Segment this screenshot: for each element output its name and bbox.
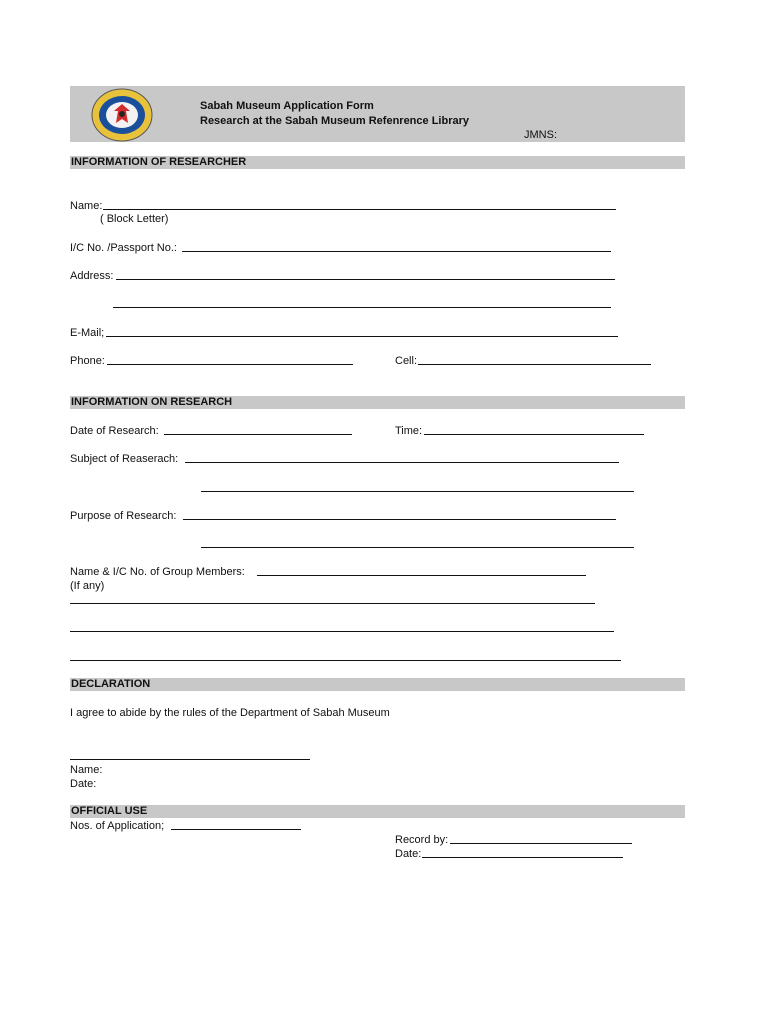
record-by-field[interactable]: [450, 843, 632, 844]
form-subtitle: Research at the Sabah Museum Refenrence Library: [200, 115, 469, 127]
subject-field-line-1[interactable]: [185, 462, 619, 463]
block-letter-note: ( Block Letter): [100, 213, 169, 225]
date-of-research-field[interactable]: [164, 434, 352, 435]
subject-field-line-2[interactable]: [201, 491, 634, 492]
email-field[interactable]: [106, 336, 618, 337]
cell-field[interactable]: [418, 364, 651, 365]
official-date-field[interactable]: [422, 857, 623, 858]
phone-label: Phone:: [70, 355, 105, 367]
address-label: Address:: [70, 270, 114, 282]
time-label: Time:: [395, 425, 423, 437]
name-field[interactable]: [103, 209, 616, 210]
group-members-field-line-4[interactable]: [70, 660, 621, 661]
address-field-line-1[interactable]: [116, 279, 615, 280]
applications-field[interactable]: [171, 829, 301, 830]
address-field-line-2[interactable]: [113, 307, 611, 308]
form-title: Sabah Museum Application Form: [200, 100, 374, 112]
purpose-label: Purpose of Research:: [70, 510, 177, 522]
group-members-label: Name & I/C No. of Group Members:: [70, 566, 245, 578]
date-of-research-label: Date of Research:: [70, 425, 159, 437]
group-members-field-line-1[interactable]: [257, 575, 586, 576]
header-band: [70, 86, 685, 142]
group-members-note: (If any): [70, 580, 105, 592]
declaration-date-label: Date:: [70, 778, 97, 790]
group-members-field-line-2[interactable]: [70, 603, 595, 604]
subject-label: Subject of Reaserach:: [70, 453, 179, 465]
section-research-title: INFORMATION ON RESEARCH: [70, 396, 685, 409]
section-declaration-title: DECLARATION: [70, 678, 685, 691]
declaration-statement: I agree to abide by the rules of the Department of Sabah Museum: [70, 707, 390, 719]
declaration-name-label: Name:: [70, 764, 103, 776]
record-by-label: Record by:: [395, 834, 449, 846]
purpose-field-line-2[interactable]: [201, 547, 634, 548]
ic-passport-field[interactable]: [182, 251, 611, 252]
phone-field[interactable]: [107, 364, 353, 365]
signature-field[interactable]: [70, 759, 310, 760]
section-official-title: OFFICIAL USE: [70, 805, 685, 818]
sabah-museum-logo: [90, 87, 154, 143]
email-label: E-Mail;: [70, 327, 105, 339]
purpose-field-line-1[interactable]: [183, 519, 616, 520]
time-field[interactable]: [424, 434, 644, 435]
name-label: Name:: [70, 200, 103, 212]
cell-label: Cell:: [395, 355, 418, 367]
group-members-field-line-3[interactable]: [70, 631, 614, 632]
section-researcher-title: INFORMATION OF RESEARCHER: [70, 156, 685, 169]
jmns-label: JMNS:: [524, 129, 557, 141]
applications-label: Nos. of Application;: [70, 820, 165, 832]
official-date-label: Date:: [395, 848, 422, 860]
ic-passport-label: I/C No. /Passport No.:: [70, 242, 177, 254]
